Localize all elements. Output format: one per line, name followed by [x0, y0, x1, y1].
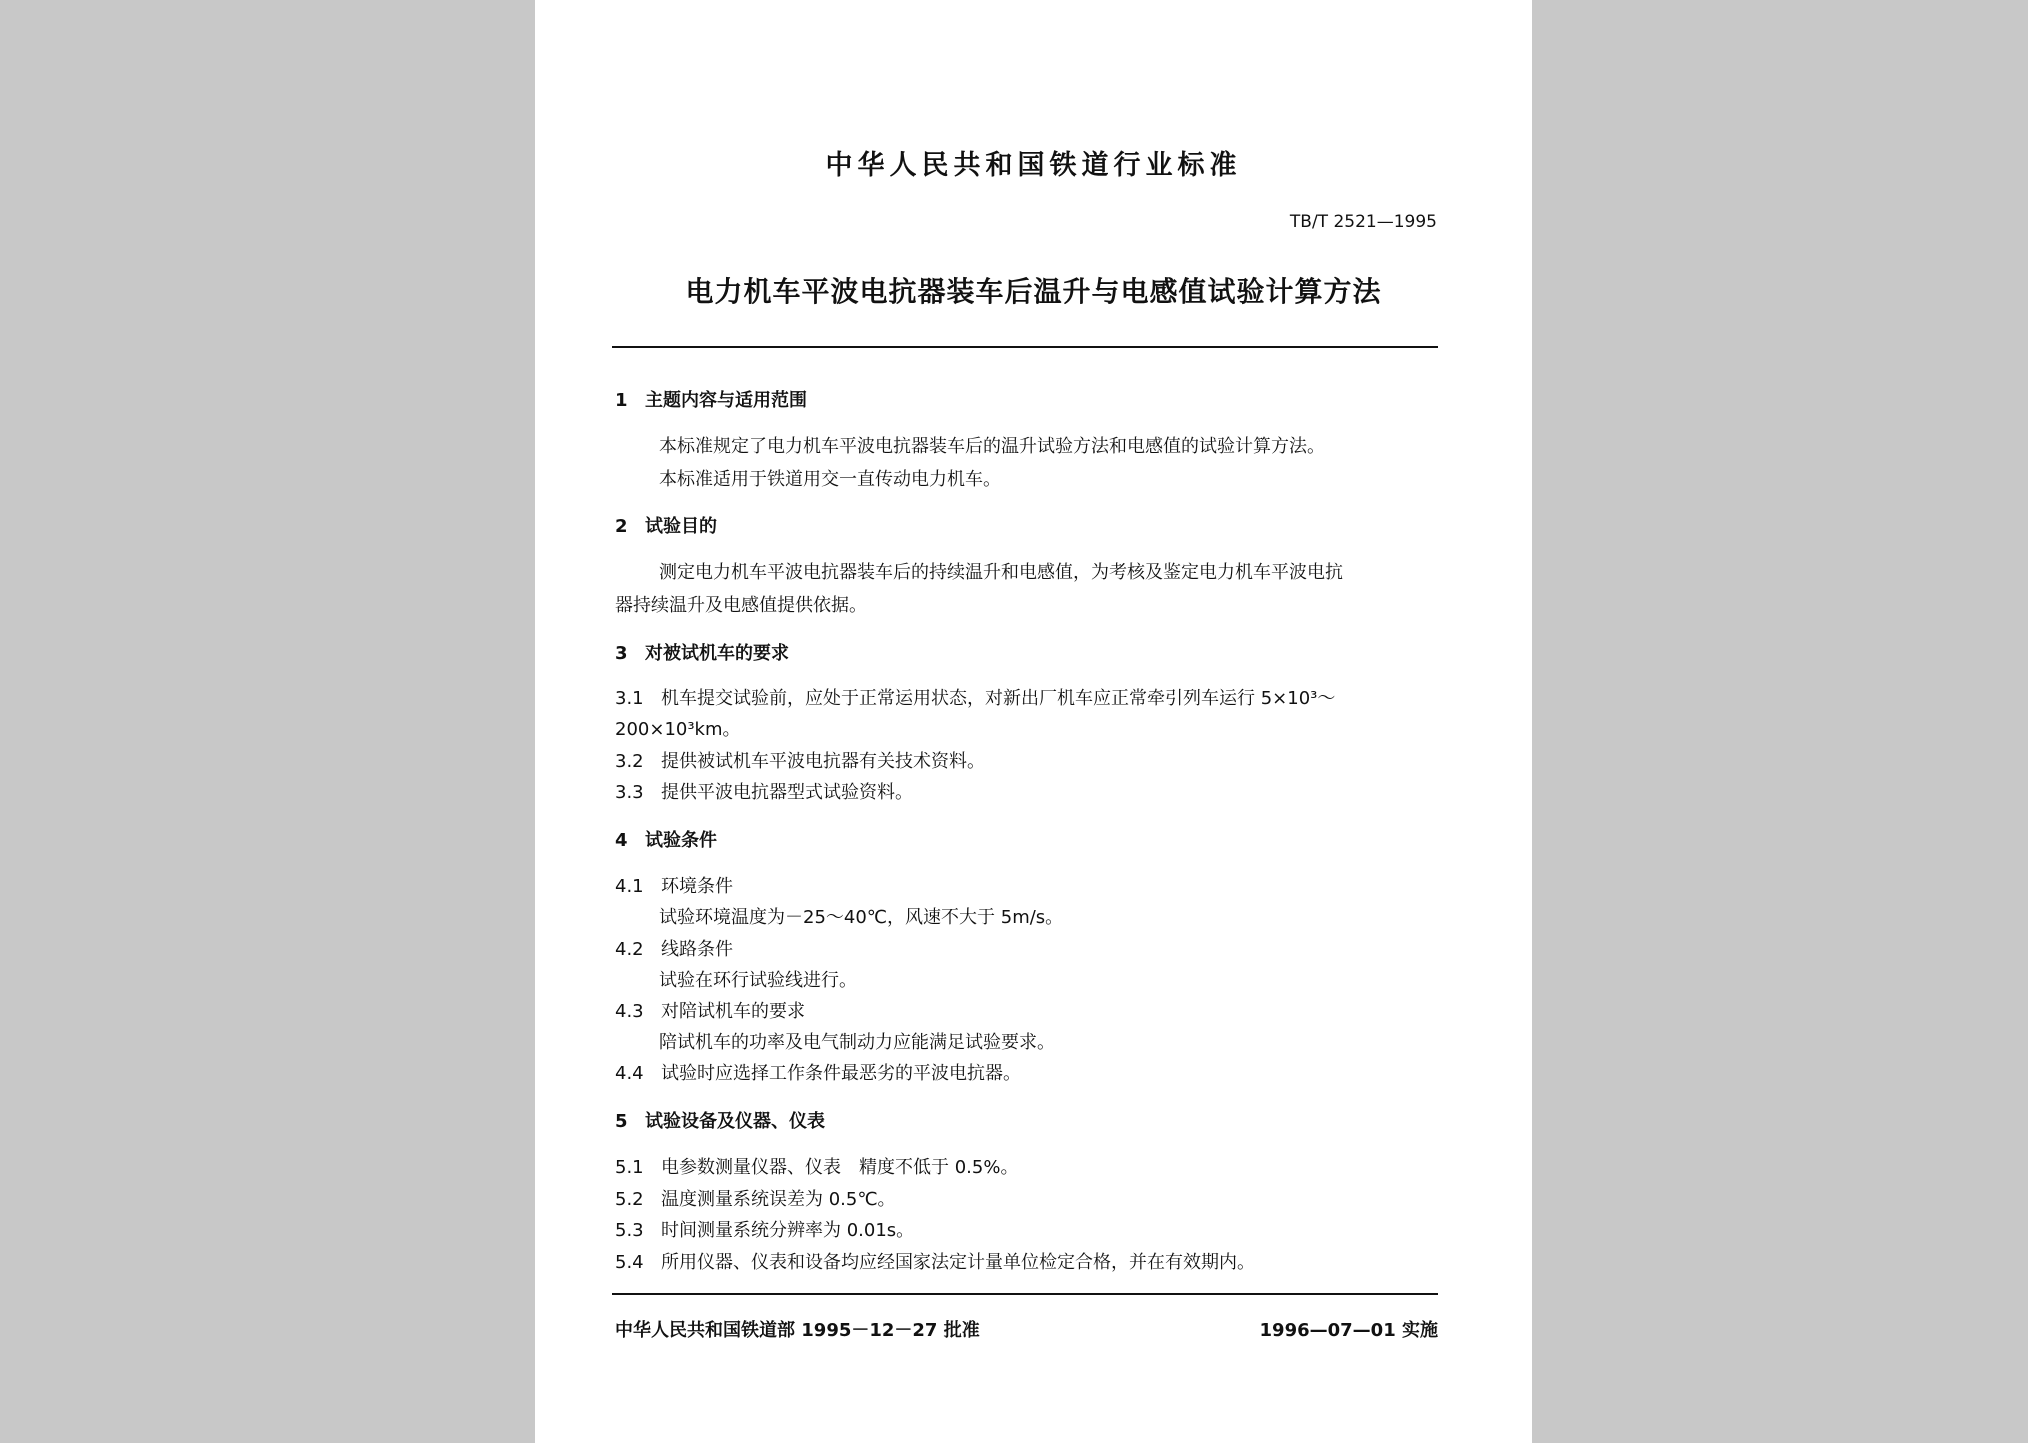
clause-5-3: [615, 1216, 914, 1242]
section-1-paragraph-2: 本标准适用于铁道用交一直传动电力机车。: [659, 469, 1001, 490]
clause-number: 3.3: [615, 782, 644, 803]
section-4-heading: [615, 826, 717, 852]
clause-number: 5.1: [615, 1157, 644, 1178]
clause-text: 电参数测量仪器、仪表 精度不低于 0.5%。: [661, 1157, 1019, 1178]
clause-4-4: [615, 1059, 1021, 1085]
document-page: [535, 0, 1532, 1443]
clause-text: 时间测量系统分辨率为 0.01s。: [661, 1220, 915, 1241]
clause-text: 对陪试机车的要求: [661, 1001, 805, 1022]
section-title: 对被试机车的要求: [645, 643, 789, 664]
clause-5-4: [615, 1248, 1255, 1274]
section-title: 试验设备及仪器、仪表: [645, 1111, 825, 1132]
section-title: 试验条件: [645, 830, 717, 851]
clause-number: 4.4: [615, 1063, 644, 1084]
section-number: 5: [615, 1111, 628, 1132]
clause-text: 所用仪器、仪表和设备均应经国家法定计量单位检定合格，并在有效期内。: [661, 1252, 1255, 1273]
clause-number: 3.1: [615, 688, 644, 709]
clause-4-3: [615, 997, 805, 1023]
clause-number: 4.1: [615, 876, 644, 897]
clause-number: 5.3: [615, 1220, 644, 1241]
section-1-heading: [615, 386, 807, 412]
section-2-paragraph-line-2: 器持续温升及电感值提供依据。: [615, 595, 867, 616]
clause-3-2: [615, 747, 985, 773]
clause-text: 线路条件: [661, 939, 733, 960]
section-number: 1: [615, 390, 628, 411]
clause-4-1-detail: 试验环境温度为－25～40℃，风速不大于 5m/s。: [659, 907, 1064, 928]
clause-3-1: [615, 684, 1335, 710]
clause-number: 4.2: [615, 939, 644, 960]
clause-text: 温度测量系统误差为 0.5℃。: [661, 1189, 896, 1210]
clause-text: 试验时应选择工作条件最恶劣的平波电抗器。: [661, 1063, 1021, 1084]
clause-4-1: [615, 872, 733, 898]
section-2-heading: [615, 512, 717, 538]
section-number: 3: [615, 643, 628, 664]
clause-5-1: [615, 1153, 1018, 1179]
clause-5-2: [615, 1185, 896, 1211]
section-number: 2: [615, 516, 628, 537]
section-3-heading: [615, 639, 789, 665]
clause-4-2-detail: 试验在环行试验线进行。: [659, 970, 857, 991]
section-1-paragraph-1: 本标准规定了电力机车平波电抗器装车后的温升试验方法和电感值的试验计算方法。: [659, 436, 1325, 457]
section-2-paragraph-line-1: 测定电力机车平波电抗器装车后的持续温升和电感值，为考核及鉴定电力机车平波电抗: [659, 562, 1343, 583]
clause-4-3-detail: 陪试机车的功率及电气制动力应能满足试验要求。: [659, 1032, 1055, 1053]
clause-text: 环境条件: [661, 876, 733, 897]
clause-number: 5.4: [615, 1252, 644, 1273]
section-number: 4: [615, 830, 628, 851]
clause-number: 5.2: [615, 1189, 644, 1210]
clause-text: 机车提交试验前，应处于正常运用状态，对新出厂机车应正常牵引列车运行 5×10³～: [661, 688, 1336, 709]
effective-date-line: 1996—07—01 实施: [1259, 1320, 1438, 1341]
clause-4-2: [615, 935, 733, 961]
clause-text: 提供平波电抗器型式试验资料。: [661, 782, 913, 803]
clause-3-3: [615, 778, 913, 804]
standard-org-header: 中华人民共和国铁道行业标准: [825, 150, 1242, 181]
section-5-heading: [615, 1107, 825, 1133]
section-title: 主题内容与适用范围: [645, 390, 807, 411]
clause-number: 3.2: [615, 751, 644, 772]
footer-divider: [612, 1293, 1438, 1295]
section-title: 试验目的: [645, 516, 717, 537]
standard-code: TB/T 2521—1995: [1289, 212, 1437, 232]
title-divider: [612, 346, 1438, 348]
clause-text: 提供被试机车平波电抗器有关技术资料。: [661, 751, 985, 772]
clause-3-1-continued: 200×10³km。: [615, 719, 741, 740]
document-title: 电力机车平波电抗器装车后温升与电感值试验计算方法: [685, 275, 1382, 308]
approval-line: 中华人民共和国铁道部 1995－12－27 批准: [615, 1320, 980, 1341]
clause-number: 4.3: [615, 1001, 644, 1022]
